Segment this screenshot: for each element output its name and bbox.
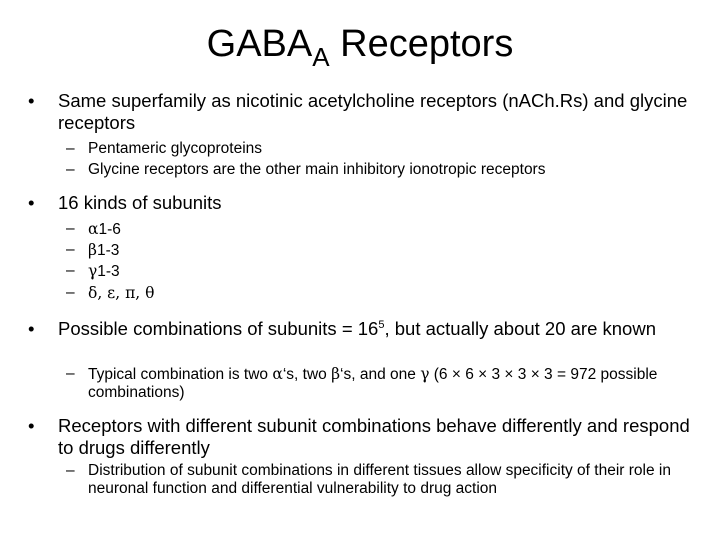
- title-main: GABA: [206, 23, 313, 65]
- bullet-1-text: Same superfamily as nicotinic acetylcholine receptors (nACh.Rs) and glycine receptors: [58, 90, 688, 133]
- dash-marker: –: [66, 241, 75, 258]
- bullet-1-sub-2-text: Glycine receptors are the other main inhibitory ionotropic receptors: [88, 161, 546, 178]
- dash-marker: –: [66, 462, 75, 479]
- slide-title: [0, 20, 720, 71]
- dash-marker: –: [66, 161, 75, 178]
- dash-marker: –: [66, 365, 75, 382]
- bullet-1-sub-1-text: Pentameric glycoproteins: [88, 140, 263, 157]
- title-subscript: A: [312, 42, 330, 72]
- alpha-symbol: α: [272, 365, 283, 383]
- alpha-symbol: α: [88, 220, 99, 238]
- bullet-3-sub-1-text: Typical combination is two α‘s, two β‘s, and one γ (6 × 6 × 3 × 3 × 3 = 972 possible combinations): [88, 365, 658, 401]
- dash-marker: –: [66, 284, 75, 301]
- bullet-3-text: Possible combinations of subunits = $16^5$, but actually about 20 are known: [58, 318, 656, 339]
- bullet-marker: •: [28, 192, 35, 213]
- title-rest: Receptors: [329, 23, 514, 65]
- bullet-marker: •: [28, 90, 35, 111]
- bullet-marker: •: [28, 415, 35, 436]
- bullet-4-text: Receptors with different subunit combinations behave differently and respond to drugs differently: [58, 415, 690, 458]
- gamma-symbol: γ: [88, 262, 98, 280]
- bullet-4-sub-1-text: Distribution of subunit combinations in different tissues allow specificity of their role in neuronal function and differential vulnerability to drug action: [88, 462, 671, 497]
- beta-range: 1-3: [96, 242, 120, 259]
- beta-symbol: β: [88, 241, 97, 259]
- dash-marker: –: [66, 140, 75, 157]
- other-subunit-symbols: δ, ε, π, θ: [88, 284, 155, 302]
- gamma-symbol: γ: [420, 365, 430, 383]
- dash-marker: –: [66, 220, 75, 237]
- dash-marker: –: [66, 262, 75, 279]
- bullet-2-text: 16 kinds of subunits: [58, 192, 222, 213]
- beta-symbol: β: [331, 365, 341, 383]
- bullet-marker: •: [28, 318, 35, 339]
- gamma-range: 1-3: [97, 263, 120, 280]
- exponent: 5: [378, 318, 385, 331]
- alpha-range: 1-6: [98, 221, 121, 238]
